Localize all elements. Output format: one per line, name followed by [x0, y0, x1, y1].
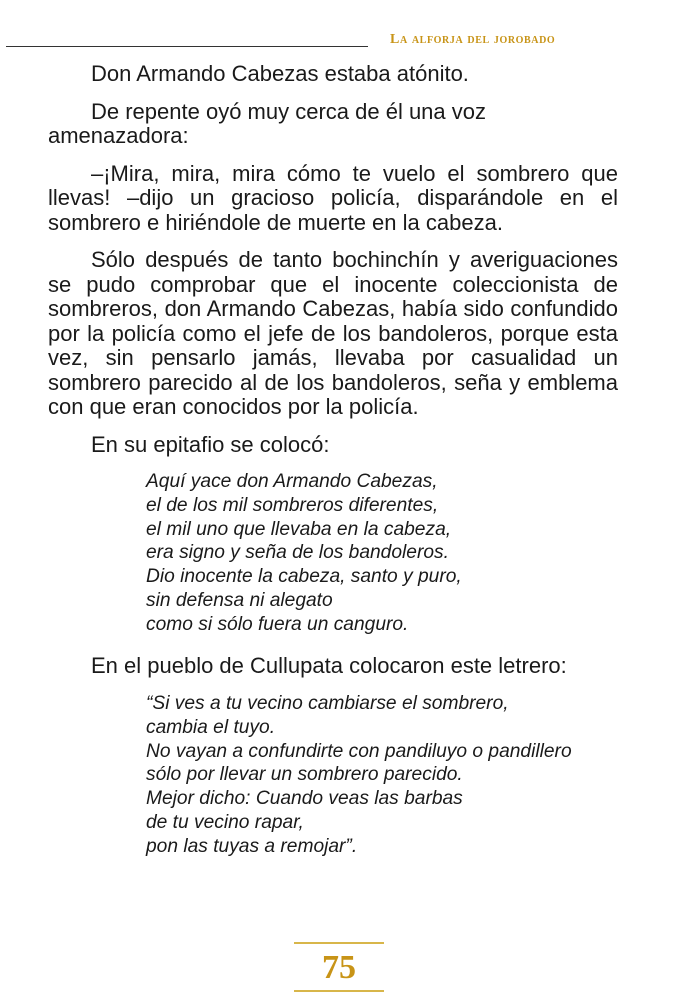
page-body: [48, 62, 618, 876]
sign-text: [146, 692, 618, 859]
footer-rule-bottom: [294, 990, 384, 992]
epitaph-line: Dio inocente la cabeza, santo y puro,: [146, 566, 462, 588]
paragraph-5: En su epitafio se colocó:: [91, 431, 330, 457]
header-rule: [6, 46, 368, 47]
paragraph-2: De repente oyó muy cerca de él una voz amenazadora:: [48, 98, 487, 148]
running-header: [0, 30, 673, 54]
epitaph-poem: [146, 470, 618, 637]
sign-line: “Si ves a tu vecino cambiarse el sombrero,: [146, 693, 509, 715]
epitaph-line: el mil uno que llevaba en la cabeza,: [146, 518, 452, 540]
sign-line: No vayan a confundirte con pandiluyo o pandillero: [146, 740, 572, 762]
epitaph-line: era signo y seña de los bandoleros.: [146, 542, 449, 564]
sign-line: sólo por llevar un sombrero parecido.: [146, 764, 463, 786]
paragraph-3: –¡Mira, mira, mira cómo te vuelo el sombrero que llevas! –dijo un gracioso policía, disparándole en el sombrero e hiriéndole de muerte en la cabeza.: [48, 160, 618, 235]
epitaph-line: como si sólo fuera un canguro.: [146, 613, 409, 635]
running-header-title: La alforja del jorobado: [390, 32, 556, 47]
paragraph-6: En el pueblo de Cullupata colocaron este letrero:: [91, 652, 567, 678]
sign-line: cambia el tuyo.: [146, 716, 276, 738]
paragraph-1: Don Armando Cabezas estaba atónito.: [91, 61, 469, 86]
epitaph-line: sin defensa ni alegato: [146, 589, 333, 611]
epitaph-line: Aquí yace don Armando Cabezas,: [146, 471, 438, 492]
page-footer: [294, 942, 384, 996]
page-number: 75: [322, 949, 356, 986]
sign-line: de tu vecino rapar,: [146, 812, 304, 834]
paragraph-4: Sólo después de tanto bochinchín y averiguaciones se pudo comprobar que el inocente coleccionista de sombreros, don Armando Cabezas, había sido confundido por la policía como el jefe de los bandoleros, porque esta vez, sin pensarlo jamás, llevaba por casualidad un sombrero parecido al de los bandoleros, seña y emblema con que eran conocidos por la policía.: [48, 247, 618, 419]
footer-rule-top: [294, 942, 384, 944]
epitaph-line: el de los mil sombreros diferentes,: [146, 494, 439, 516]
sign-line: pon las tuyas a remojar”.: [146, 835, 358, 857]
sign-line: Mejor dicho: Cuando veas las barbas: [146, 788, 463, 810]
